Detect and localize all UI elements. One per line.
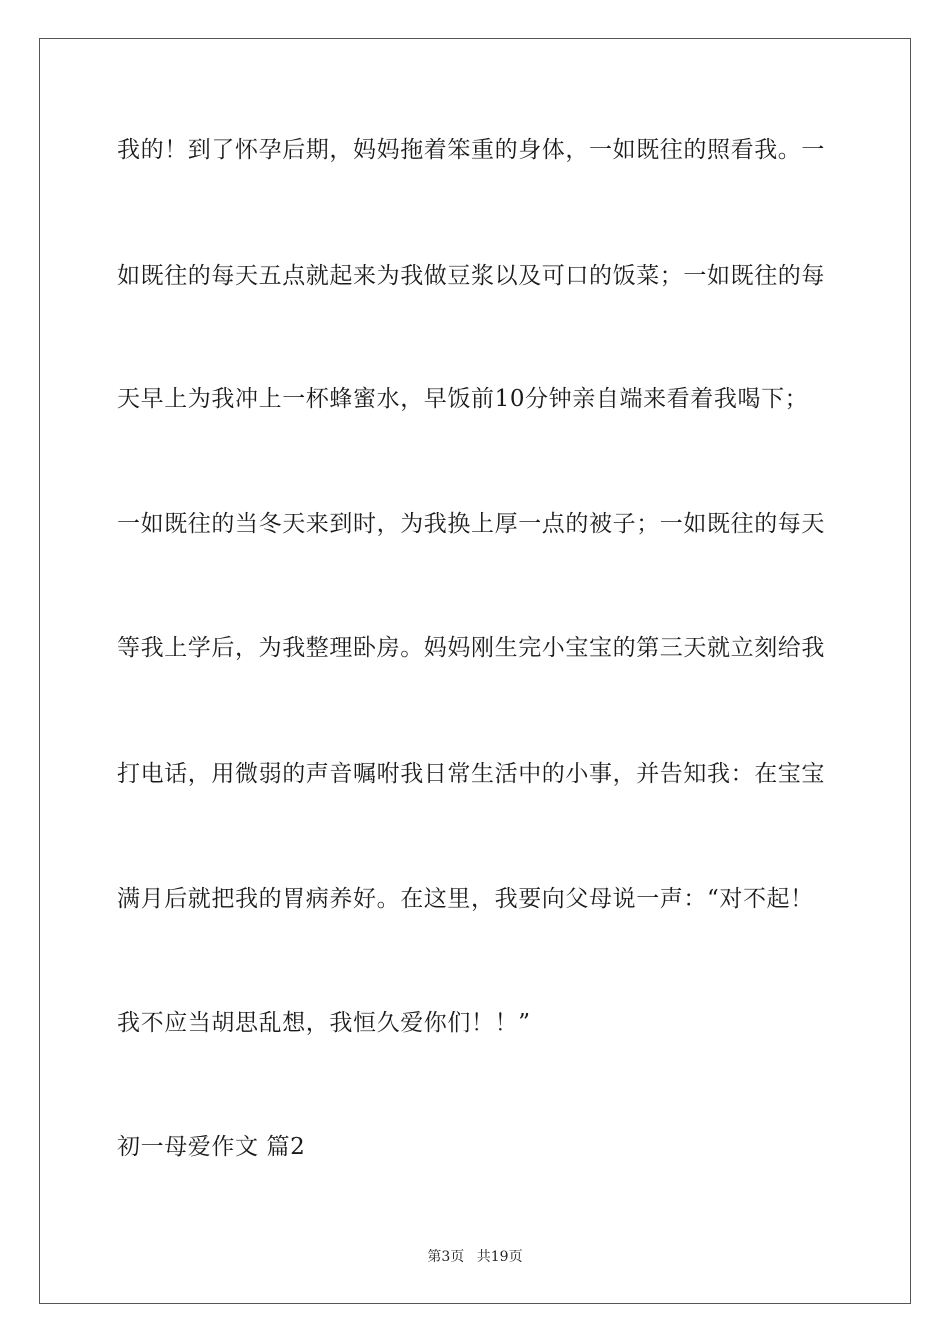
- section-heading: 初一母爱作文 篇2: [117, 1134, 306, 1160]
- body-line: 我的！到了怀孕后期，妈妈拖着笨重的身体，一如既往的照看我。一: [117, 137, 825, 163]
- total-page-count: 共19页: [476, 1249, 523, 1265]
- body-line: 我不应当胡思乱想，我恒久爱你们！！”: [117, 1010, 531, 1036]
- body-line: 等我上学后，为我整理卧房。妈妈刚生完小宝宝的第三天就立刻给我: [117, 635, 825, 661]
- body-line: 天早上为我冲上一杯蜂蜜水，早饭前10分钟亲自端来看着我喝下；: [117, 386, 809, 412]
- page-footer: [0, 1248, 950, 1266]
- page-border: [39, 38, 911, 1304]
- current-page-number: 第3页: [427, 1249, 465, 1265]
- body-line: 打电话，用微弱的声音嘱咐我日常生活中的小事，并告知我：在宝宝: [117, 761, 825, 787]
- body-line: 如既往的每天五点就起来为我做豆浆以及可口的饭菜；一如既往的每: [117, 263, 825, 289]
- body-line: 一如既往的当冬天来到时，为我换上厚一点的被子；一如既往的每天: [117, 511, 825, 537]
- body-line: 满月后就把我的胃病养好。在这里，我要向父母说一声：“对不起！: [117, 886, 814, 912]
